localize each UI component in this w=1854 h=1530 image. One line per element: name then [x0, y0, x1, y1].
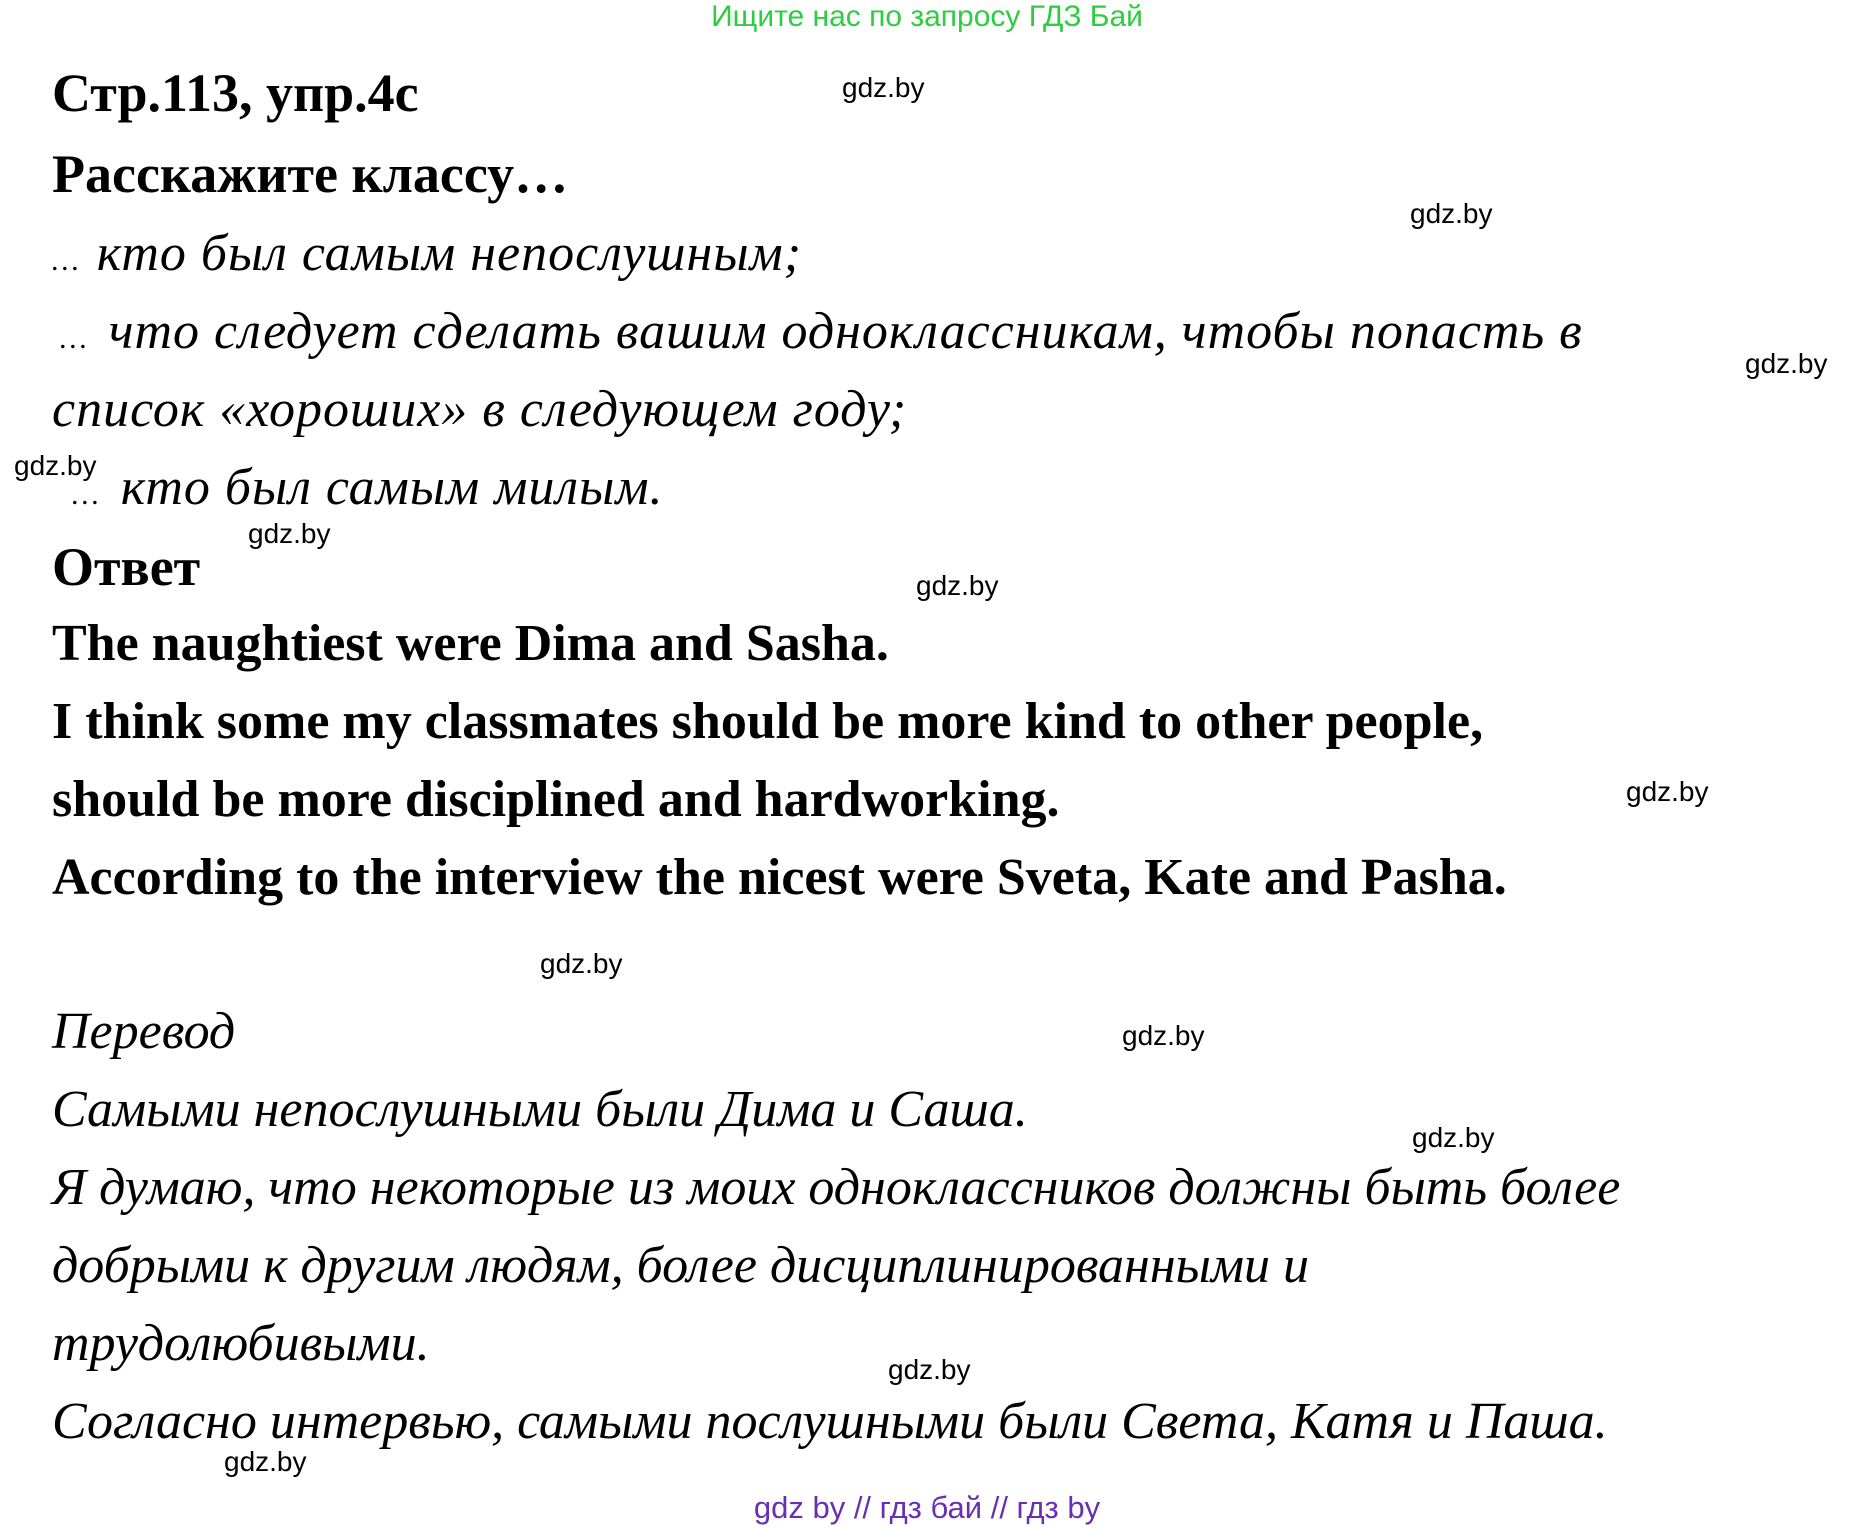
instruction-heading: Расскажите классу… — [52, 144, 569, 204]
exercise-heading: Стр.113, упр.4с — [52, 63, 419, 123]
watermark: gdz.by — [888, 1354, 971, 1385]
footer-links: gdz by // гдз бай // гдз by — [753, 1490, 1101, 1525]
watermark: gdz.by — [842, 72, 925, 103]
search-banner: Ищите нас по запросу ГДЗ Бай — [711, 0, 1143, 33]
task-item-1 — [52, 224, 802, 283]
watermark: gdz.by — [1122, 1020, 1205, 1051]
watermark: gdz.by — [916, 570, 999, 601]
task-item-2-continuation: список «хороших» в следующем году; — [52, 381, 908, 438]
task-item-3 — [72, 458, 664, 517]
ellipsis: … — [72, 478, 99, 511]
watermark: gdz.by — [540, 948, 623, 979]
answer-heading: Ответ — [52, 537, 201, 597]
translation-line: Согласно интервью, самыми послушными были Света, Катя и Паша. — [52, 1393, 1608, 1450]
task-item-text: что следует сделать вашим одноклассникам, чтобы попасть в — [108, 303, 1583, 360]
watermark: gdz.by — [1410, 198, 1493, 229]
answer-line: According to the interview the nicest were Sveta, Kate and Pasha. — [52, 849, 1507, 906]
watermark: gdz.by — [1626, 776, 1709, 807]
watermark: gdz.by — [1412, 1122, 1495, 1153]
task-item-text: кто был самым непослушным; — [96, 225, 803, 282]
answer-line: I think some my classmates should be more kind to other people, — [52, 693, 1484, 750]
ellipsis: … — [52, 244, 79, 277]
answer-line: should be more disciplined and hardworking. — [52, 771, 1060, 828]
translation-line: Самыми непослушными были Дима и Саша. — [52, 1081, 1028, 1138]
task-item-2 — [60, 302, 1583, 361]
answer-line: The naughtiest were Dima and Sasha. — [52, 615, 889, 672]
translation-line: добрыми к другим людям, более дисциплинированными и — [52, 1237, 1310, 1294]
watermark: gdz.by — [1745, 348, 1828, 379]
watermark: gdz.by — [14, 450, 97, 481]
translation-line: Я думаю, что некоторые из моих одноклассников должны быть более — [52, 1159, 1621, 1216]
translation-line: трудолюбивыми. — [52, 1315, 430, 1372]
watermark: gdz.by — [248, 518, 331, 549]
task-item-text: кто был самым милым. — [120, 459, 664, 516]
translation-heading: Перевод — [52, 1003, 236, 1060]
watermark: gdz.by — [224, 1446, 307, 1477]
ellipsis: … — [60, 322, 87, 355]
